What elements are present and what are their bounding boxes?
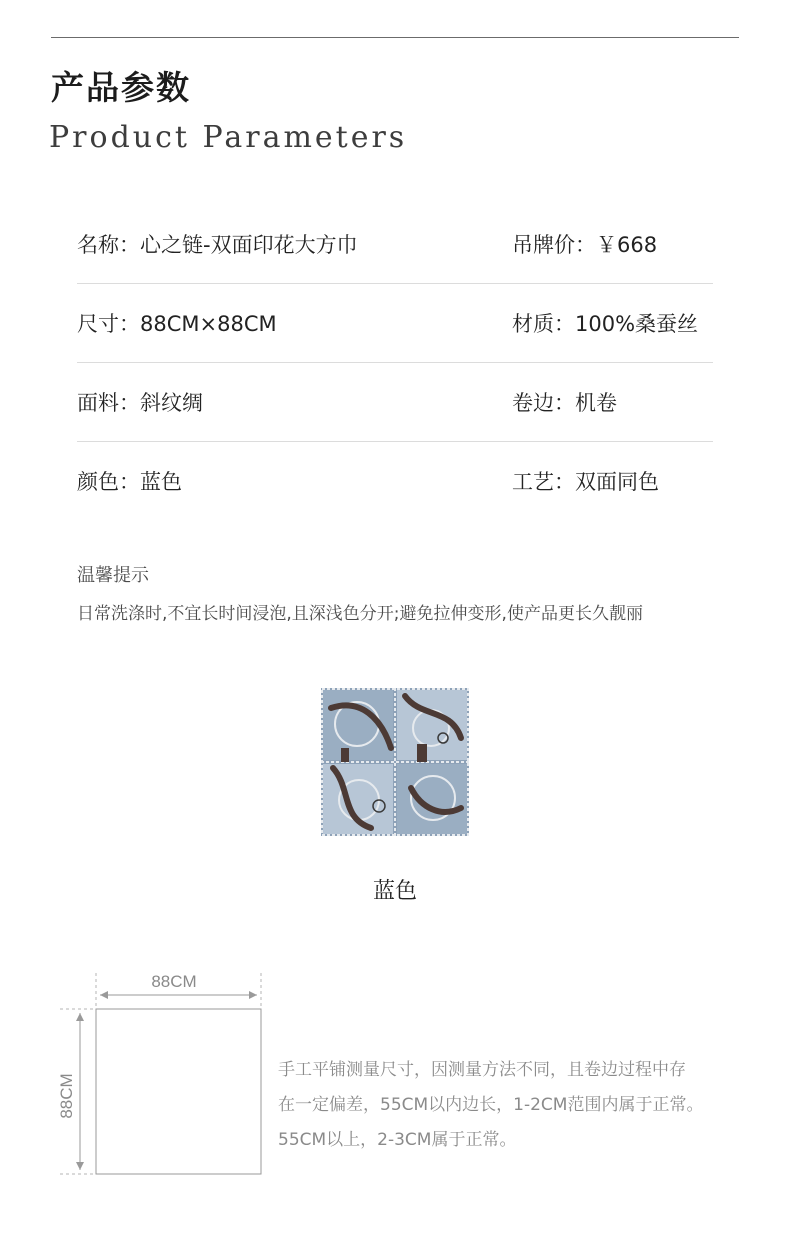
param-row	[77, 363, 713, 442]
tips-text: 日常洗涤时,不宜长时间浸泡,且深浅色分开;避免拉伸变形,使产品更长久靓丽	[77, 604, 643, 624]
tips-title: 温馨提示	[77, 565, 149, 586]
param-craft: 工艺：双面同色	[512, 470, 659, 494]
param-hem: 卷边：机卷	[512, 391, 617, 415]
param-row	[77, 442, 713, 520]
param-fabric: 面料：斜纹绸	[77, 391, 203, 415]
width-label: 88CM	[151, 972, 197, 991]
top-divider	[51, 37, 739, 38]
parameter-table	[77, 205, 713, 520]
param-price: 吊牌价：￥668	[512, 233, 658, 257]
swatch-label: 蓝色	[372, 879, 417, 904]
param-material: 材质：100%桑蚕丝	[512, 312, 699, 336]
section-title: 产品参数	[51, 68, 191, 107]
section-subtitle: Product Parameters	[49, 120, 408, 155]
param-size: 尺寸：88CM×88CM	[77, 312, 277, 336]
size-note-line: 手工平铺测量尺寸，因测量方法不同，且卷边过程中存	[278, 1060, 686, 1080]
size-note-line: 55CM以上，2-3CM属于正常。	[278, 1130, 517, 1150]
param-row	[77, 284, 713, 363]
param-color: 颜色：蓝色	[77, 470, 182, 494]
scarf-swatch-image	[321, 688, 469, 836]
param-row	[77, 205, 713, 284]
size-note-line: 在一定偏差，55CM以内边长，1-2CM范围内属于正常。	[278, 1095, 704, 1115]
param-name: 名称：心之链-双面印花大方巾	[77, 233, 358, 257]
height-label: 88CM	[57, 1073, 76, 1119]
size-note	[278, 1053, 748, 1158]
